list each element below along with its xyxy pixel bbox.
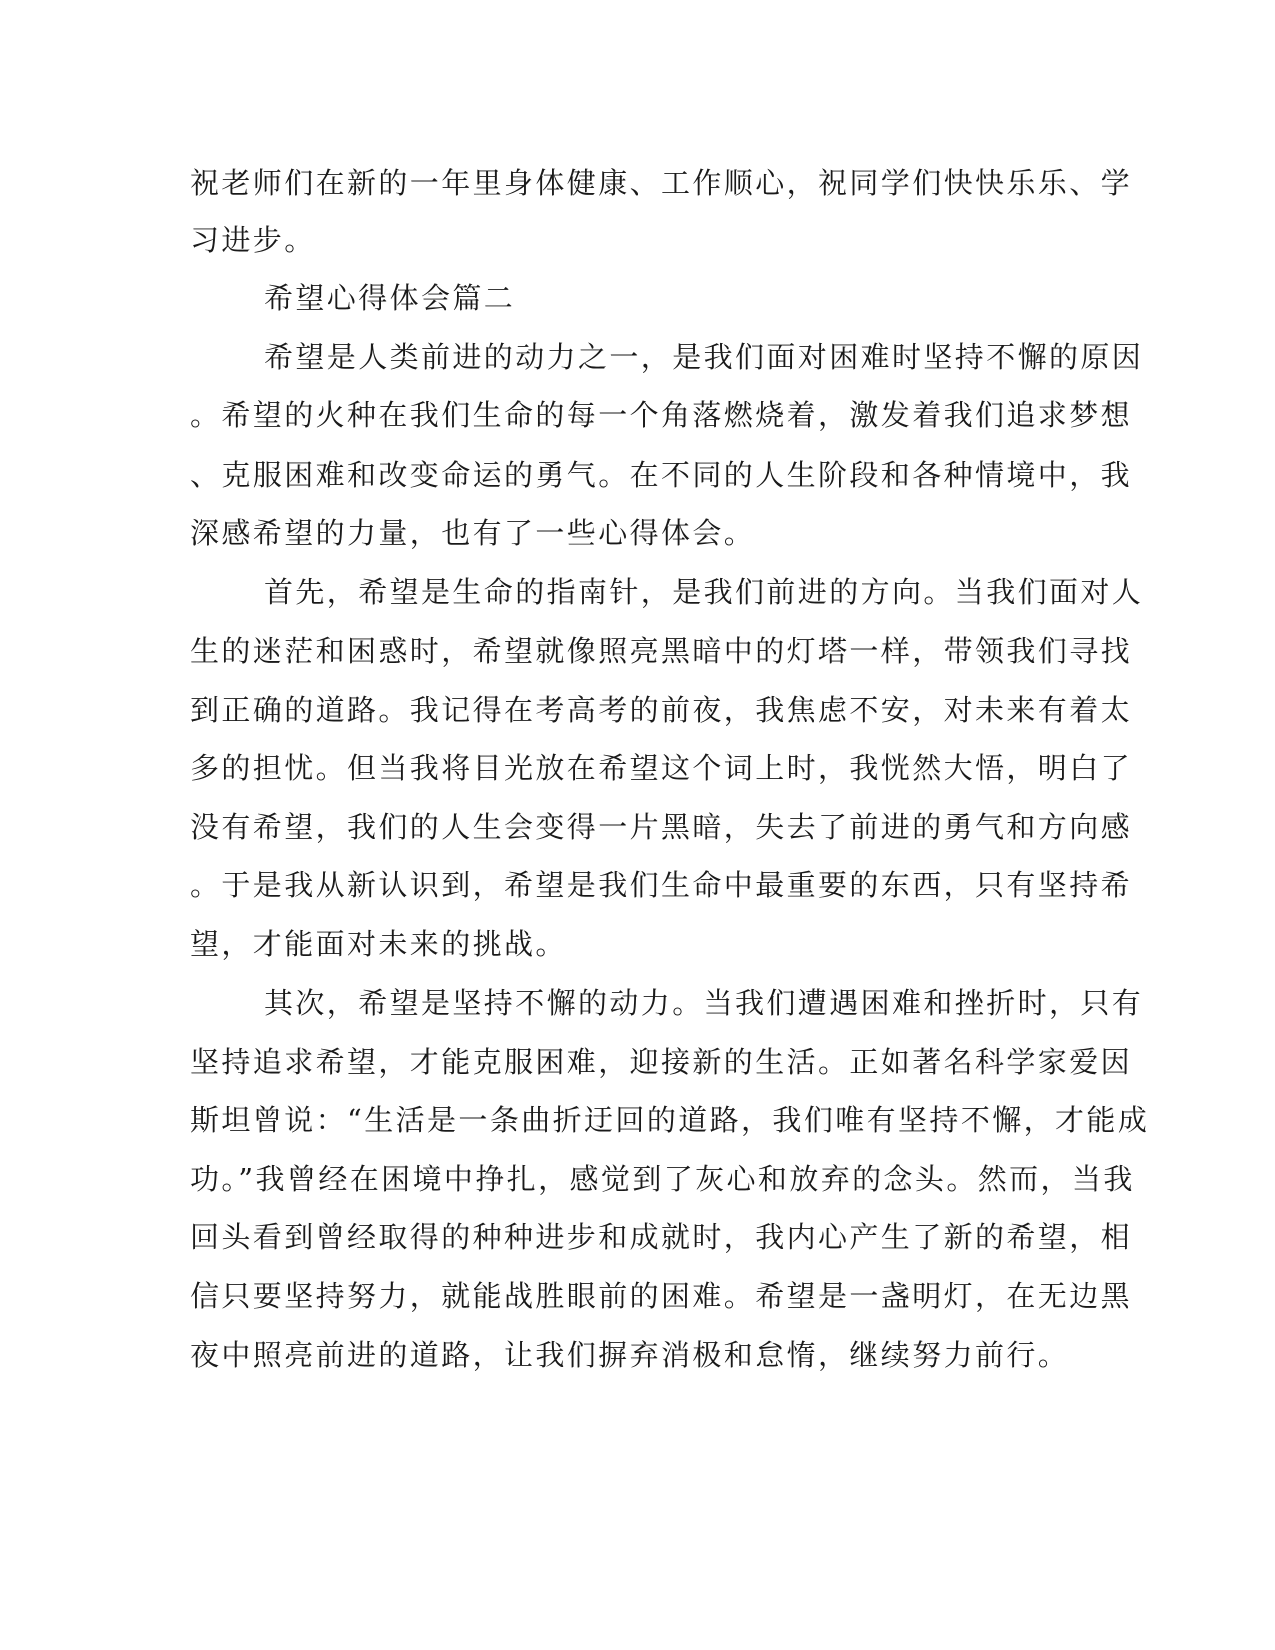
text-line: 信只要坚持努力，就能战胜眼前的困难。希望是一盏明灯，在无边黑: [190, 1279, 1133, 1313]
text-line: 多的担忧。但当我将目光放在希望这个词上时，我恍然大悟，明白了: [190, 751, 1133, 785]
text-line: 深感希望的力量，也有了一些心得体会。: [190, 516, 756, 550]
text-line: 到正确的道路。我记得在考高考的前夜，我焦虑不安，对未来有着太: [190, 693, 1133, 727]
text-line: 没有希望，我们的人生会变得一片黑暗，失去了前进的勇气和方向感: [190, 810, 1133, 844]
text-line: 望，才能面对未来的挑战。: [190, 927, 567, 961]
text-line: 。于是我从新认识到，希望是我们生命中最重要的东西，只有坚持希: [190, 868, 1133, 902]
text-line: 祝老师们在新的一年里身体健康、工作顺心，祝同学们快快乐乐、学: [190, 166, 1133, 200]
text-line: 首先，希望是生命的指南针，是我们前进的方向。当我们面对人: [264, 575, 1144, 609]
text-line: 习进步。: [190, 223, 316, 257]
text-line: 功。”我曾经在困境中挣扎，感觉到了灰心和放弃的念头。然而，当我: [190, 1162, 1135, 1196]
text-line: 、克服困难和改变命运的勇气。在不同的人生阶段和各种情境中，我: [190, 458, 1133, 492]
text-line: 回头看到曾经取得的种种进步和成就时，我内心产生了新的希望，相: [190, 1220, 1133, 1254]
text-line: 其次，希望是坚持不懈的动力。当我们遭遇困难和挫折时，只有: [264, 986, 1144, 1020]
text-line: 坚持追求希望，才能克服困难，迎接新的生活。正如著名科学家爱因: [190, 1045, 1133, 1079]
text-line: 夜中照亮前进的道路，让我们摒弃消极和怠惰，继续努力前行。: [190, 1338, 1070, 1372]
text-line: 斯坦曾说：“生活是一条曲折迂回的道路，我们唯有坚持不懈，才能成: [190, 1103, 1150, 1137]
text-line: 。希望的火种在我们生命的每一个角落燃烧着，激发着我们追求梦想: [190, 398, 1133, 432]
text-line: 希望是人类前进的动力之一，是我们面对困难时坚持不懈的原因: [264, 340, 1144, 374]
section-heading: 希望心得体会篇二: [264, 281, 516, 315]
text-line: 生的迷茫和困惑时，希望就像照亮黑暗中的灯塔一样，带领我们寻找: [190, 634, 1133, 668]
